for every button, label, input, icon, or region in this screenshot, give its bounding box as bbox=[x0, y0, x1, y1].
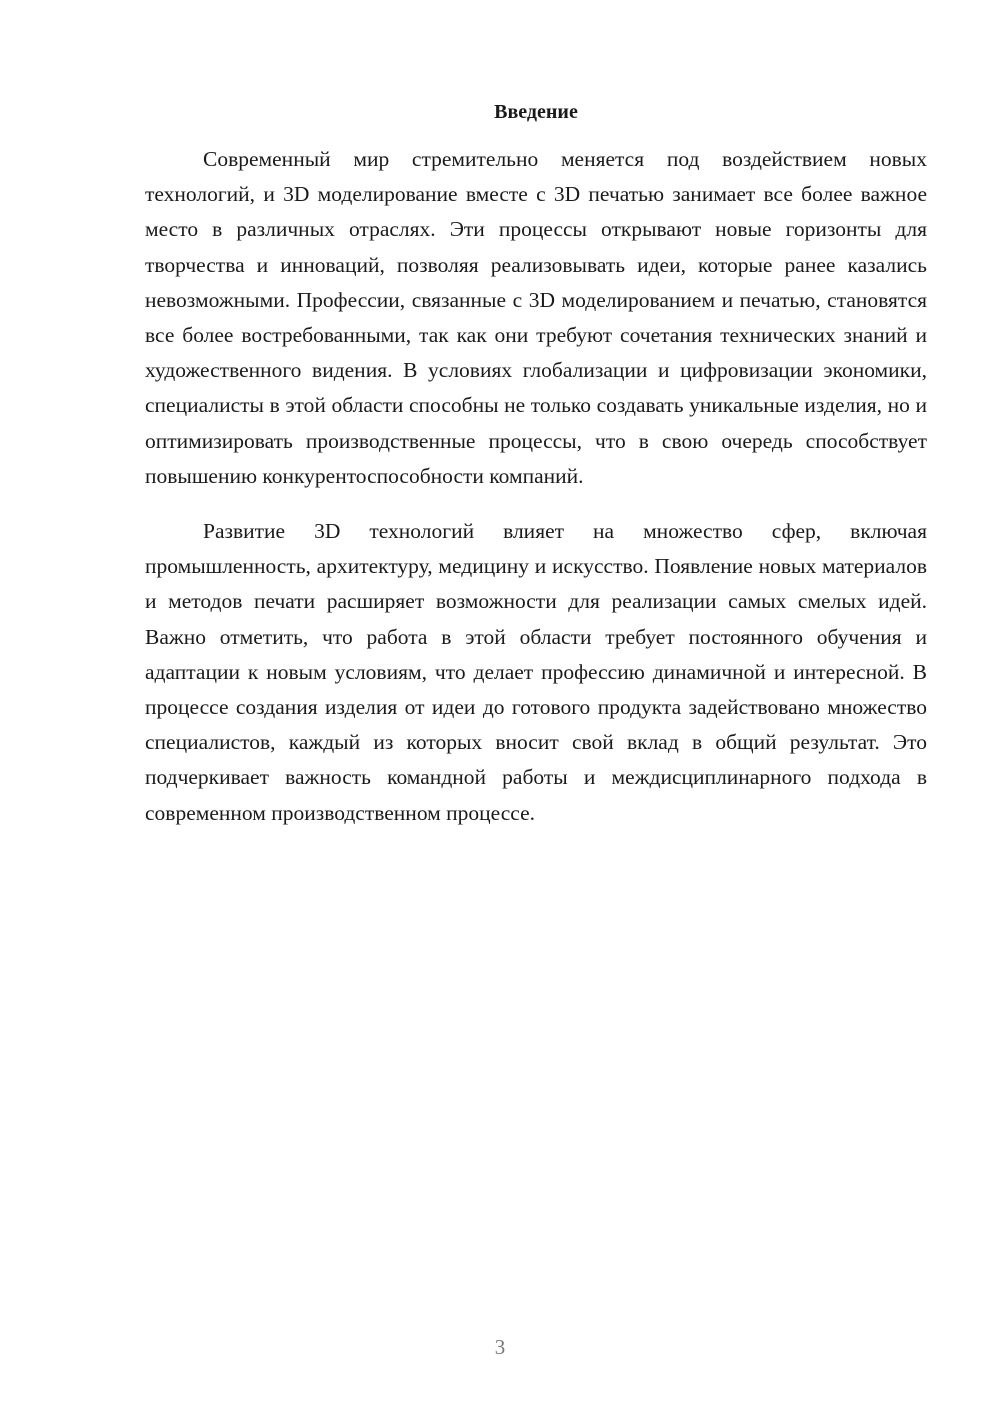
paragraph-1: Современный мир стремительно меняется под воздействием новых технологий, и 3D моделирование вместе с 3D печатью занимает все более важное место в различных отраслях. Эти процессы открывают новые горизонты для творчества и инноваций, позволяя реализовывать идеи, которые ранее казались невозможными. Профессии, связанные с 3D моделированием и печатью, становятся все более востребованными, так как они требуют сочетания технических знаний и художественного видения. В условиях глобализации и цифровизации экономики, специалисты в этой области способны не только создавать уникальные изделия, но и оптимизировать производственные процессы, что в свою очередь способствует повышению конкурентоспособности компаний. bbox=[145, 147, 927, 488]
paragraph-2: Развитие 3D технологий влияет на множество сфер, включая промышленность, архитектуру, медицину и искусство. Появление новых материалов и методов печати расширяет возможности для реализации самых смелых идей. Важно отметить, что работа в этой области требует постоянного обучения и адаптации к новым условиям, что делает профессию динамичной и интересной. В процессе создания изделия от идеи до готового продукта задействовано множество специалистов, каждый из которых вносит свой вклад в общий результат. Это подчеркивает важность командной работы и междисциплинарного подхода в современном производственном процессе. bbox=[145, 519, 927, 825]
section-heading: Введение bbox=[494, 101, 578, 123]
page-number: 3 bbox=[494, 1335, 506, 1359]
body-text bbox=[145, 142, 927, 831]
